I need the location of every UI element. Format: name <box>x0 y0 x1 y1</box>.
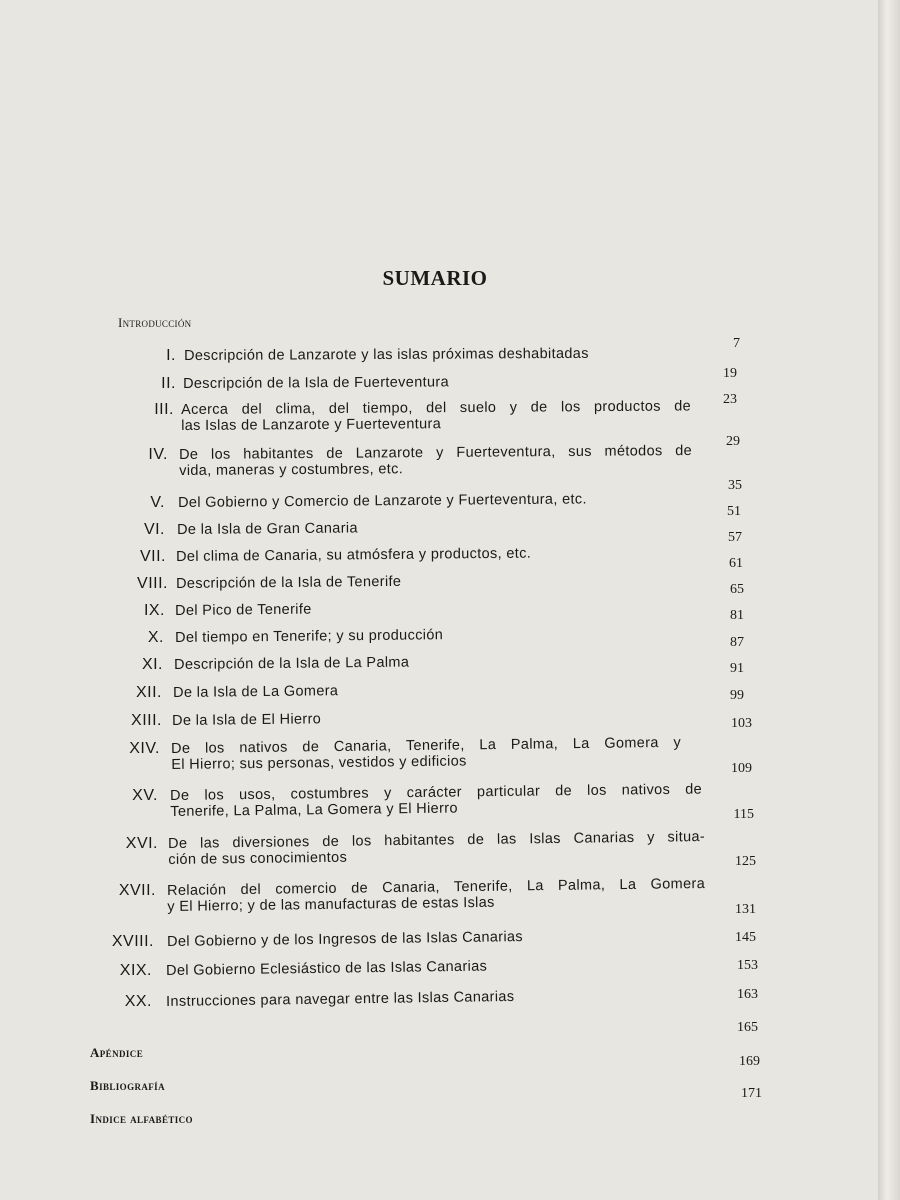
toc-chapter-number: XVII. <box>118 882 156 899</box>
toc-chapter-number: III. <box>154 401 174 418</box>
toc-chapter-title-line: El Hierro; sus personas, vestidos y edificios <box>171 753 467 773</box>
toc-chapter-title <box>177 520 407 538</box>
toc-chapter-title-line: Descripción de la Isla de Tenerife <box>176 573 402 592</box>
toc-chapter-title <box>166 987 610 1010</box>
toc-chapter-number: XI. <box>141 656 163 673</box>
toc-chapter-title-line: y El Hierro; y de las manufacturas de estas Islas <box>167 894 495 915</box>
toc-chapter-number: I. <box>166 347 176 364</box>
toc-chapter-title <box>183 374 503 392</box>
toc-chapter-title-line: Instrucciones para navegar entre las Islas Canarias <box>166 988 515 1010</box>
toc-chapter-title-line: Descripción de la Isla de La Palma <box>174 654 410 673</box>
toc-chapter-title-line: De los nativos de Canaria, Tenerife, La Palma, La Gomera y <box>171 734 682 757</box>
toc-chapter-page: 109 <box>731 761 752 776</box>
toc-chapter-number: XV. <box>132 787 158 804</box>
toc-chapter-page: 163 <box>737 987 758 1002</box>
toc-chapter-title <box>184 346 654 364</box>
toc-chapter-title-line: Del tiempo en Tenerife; y su producción <box>175 627 444 646</box>
toc-appendix-page: 165 <box>737 1020 758 1035</box>
toc-chapter-title-line: Del Gobierno Eclesiástico de las Islas Canarias <box>166 958 488 979</box>
toc-chapter-title-line: De los habitantes de Lanzarote y Fuerteventura, sus métodos de <box>179 442 693 463</box>
toc-chapter-title <box>167 928 612 950</box>
page-title: SUMARIO <box>382 266 488 290</box>
toc-chapter-page: 29 <box>726 434 740 449</box>
toc-chapter-number: V. <box>150 494 165 511</box>
toc-chapter-title-line: Tenerife, La Palma, La Gomera y El Hierro <box>170 800 458 820</box>
toc-chapter-page: 145 <box>735 930 756 945</box>
toc-chapter-page: 91 <box>730 661 744 676</box>
toc-chapter-number: XX. <box>124 993 152 1010</box>
toc-chapter-page: 153 <box>737 958 758 973</box>
toc-chapter-title <box>172 711 372 729</box>
toc-chapter-page: 87 <box>730 635 744 650</box>
toc-chapter-title <box>173 683 383 701</box>
toc-chapter-title-line: Del clima de Canaria, su atmósfera y productos, etc. <box>176 545 532 565</box>
toc-introduction-page: 7 <box>733 336 740 351</box>
toc-chapter-title-line: Descripción de Lanzarote y las islas próximas deshabitadas <box>184 345 589 364</box>
toc-chapter-title-line: Del Gobierno y Comercio de Lanzarote y Fuerteventura, etc. <box>178 491 587 511</box>
toc-chapter-title <box>181 398 691 434</box>
toc-index-page: 171 <box>741 1086 762 1101</box>
toc-chapter-number: XIV. <box>129 740 160 757</box>
toc-index-label: Indice alfabético <box>90 1111 193 1126</box>
toc-chapter-title <box>170 782 702 820</box>
toc-chapter-title <box>176 573 456 592</box>
toc-chapter-title <box>167 876 705 915</box>
toc-chapter-title <box>179 443 692 479</box>
toc-chapter-title-line: las Islas de Lanzarote y Fuerteventura <box>181 416 442 434</box>
toc-chapter-title <box>171 735 681 773</box>
toc-chapter-number: IV. <box>148 446 168 463</box>
toc-bibliography-page: 169 <box>739 1054 760 1069</box>
toc-chapter-page: 103 <box>731 716 752 731</box>
toc-chapter-title-line: vida, maneras y costumbres, etc. <box>179 461 404 479</box>
toc-chapter-number: XVI. <box>125 835 158 852</box>
toc-chapter-page: 35 <box>728 478 742 493</box>
toc-chapter-title <box>178 491 658 511</box>
toc-chapter-number: VI. <box>143 521 165 538</box>
toc-chapter-number: VIII. <box>137 575 168 592</box>
toc-chapter-title-line: Acerca del clima, del tiempo, del suelo y de los productos de <box>181 398 692 418</box>
toc-chapter-number: VII. <box>139 548 166 565</box>
toc-appendix-label: Apéndice <box>90 1045 144 1060</box>
toc-chapter-page: 23 <box>723 392 737 407</box>
toc-chapter-title-line: Del Gobierno y de los Ingresos de las Islas Canarias <box>167 929 524 950</box>
toc-chapter-title <box>175 626 515 646</box>
toc-chapter-page: 65 <box>730 582 744 597</box>
toc-chapter-title <box>176 545 606 565</box>
toc-chapter-page: 99 <box>730 688 744 703</box>
toc-chapter-page: 131 <box>735 902 756 917</box>
page-edge <box>878 0 900 1200</box>
toc-chapter-number: XII. <box>135 684 162 701</box>
toc-chapter-number: XVIII. <box>111 933 154 950</box>
toc-chapter-title-line: De la Isla de El Hierro <box>172 711 322 729</box>
toc-bibliography-label: Bibliografía <box>90 1078 165 1093</box>
toc-chapter-page: 81 <box>730 608 744 623</box>
toc-chapter-title-line: Relación del comercio de Canaria, Tenerife, La Palma, La Gomera <box>167 875 706 899</box>
toc-chapter-page: 61 <box>729 556 743 571</box>
toc-chapter-number: X. <box>147 629 164 646</box>
toc-chapter-title <box>168 829 705 868</box>
toc-chapter-page: 19 <box>723 366 737 381</box>
toc-chapter-title <box>174 654 469 673</box>
toc-chapter-number: XIX. <box>119 962 152 979</box>
toc-chapter-title-line: De la Isla de Gran Canaria <box>177 520 358 538</box>
toc-chapter-title-line: De las diversiones de los habitantes de las Islas Canarias y situa- <box>168 828 706 852</box>
toc-chapter-title-line: Descripción de la Isla de Fuerteventura <box>183 374 450 392</box>
toc-chapter-title-line: Del Pico de Tenerife <box>175 601 312 619</box>
toc-chapter-number: XIII. <box>131 712 162 729</box>
toc-chapter-title <box>166 957 571 979</box>
toc-chapter-number: IX. <box>143 602 165 619</box>
toc-chapter-title-line: De los usos, costumbres y carácter particular de los nativos de <box>170 781 703 804</box>
toc-introduction-label: Introducción <box>118 315 192 330</box>
toc-chapter-page: 115 <box>733 807 754 822</box>
toc-chapter-number: II. <box>161 375 176 392</box>
toc-chapter-title-line: ción de sus conocimientos <box>168 849 348 868</box>
toc-chapter-title-line: De la Isla de La Gomera <box>173 683 339 701</box>
toc-chapter-title <box>175 601 355 619</box>
toc-chapter-page: 125 <box>735 854 756 869</box>
toc-chapter-page: 51 <box>727 504 741 519</box>
toc-chapter-page: 57 <box>728 530 742 545</box>
